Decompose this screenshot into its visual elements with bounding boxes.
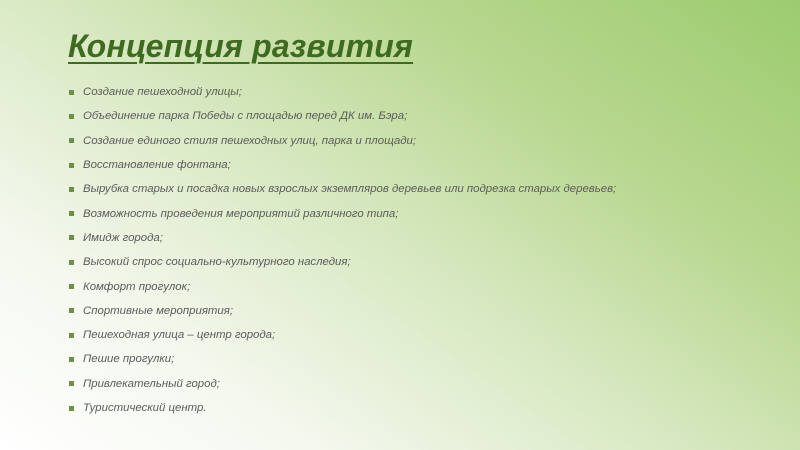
square-bullet-icon xyxy=(69,406,74,411)
list-item xyxy=(66,226,766,250)
slide-title: Концепция развития xyxy=(68,28,414,64)
square-bullet-icon xyxy=(69,333,74,338)
list-item xyxy=(66,153,766,177)
bullet-text: Привлекательный город; xyxy=(83,377,220,390)
list-item xyxy=(66,129,766,153)
square-bullet-icon xyxy=(69,138,74,143)
list-item xyxy=(66,347,766,371)
bullet-text: Возможность проведения мероприятий различного типа; xyxy=(83,207,399,220)
bullet-text: Имидж города; xyxy=(83,231,163,244)
square-bullet-icon xyxy=(69,235,74,240)
bullet-text: Создание единого стиля пешеходных улиц, парка и площади; xyxy=(83,134,417,147)
square-bullet-icon xyxy=(69,114,74,119)
list-item xyxy=(66,274,766,298)
bullet-text: Объединение парка Победы с площадью перед ДК им. Бэра; xyxy=(83,110,408,123)
bullet-text: Комфорт прогулок; xyxy=(83,280,191,293)
bullet-text: Создание пешеходной улицы; xyxy=(83,86,242,99)
bullet-text: Туристический центр. xyxy=(83,402,207,414)
bullet-text: Пешеходная улица – центр города; xyxy=(83,329,276,342)
square-bullet-icon xyxy=(69,90,74,95)
bullet-text: Спортивные мероприятия; xyxy=(83,304,233,317)
list-item xyxy=(66,372,766,396)
list-item xyxy=(66,80,766,104)
list-item xyxy=(66,201,766,225)
bullet-text: Вырубка старых и посадка новых взрослых экземпляров деревьев или подрезка старых деревьев; xyxy=(83,183,617,196)
square-bullet-icon xyxy=(69,308,74,313)
square-bullet-icon xyxy=(69,260,74,265)
bullet-text: Восстановление фонтана; xyxy=(83,159,231,172)
square-bullet-icon xyxy=(69,357,74,362)
list-item xyxy=(66,323,766,347)
square-bullet-icon xyxy=(69,381,74,386)
square-bullet-icon xyxy=(69,211,74,216)
concept-bullet-list xyxy=(66,80,766,420)
square-bullet-icon xyxy=(69,284,74,289)
list-item xyxy=(66,104,766,128)
list-item xyxy=(66,396,766,420)
list-item xyxy=(66,250,766,274)
bullet-text: Высокий спрос социально-культурного наследия; xyxy=(83,256,351,269)
square-bullet-icon xyxy=(69,187,74,192)
list-item xyxy=(66,299,766,323)
bullet-text: Пешие прогулки; xyxy=(83,353,175,366)
list-item xyxy=(66,177,766,201)
square-bullet-icon xyxy=(69,163,74,168)
